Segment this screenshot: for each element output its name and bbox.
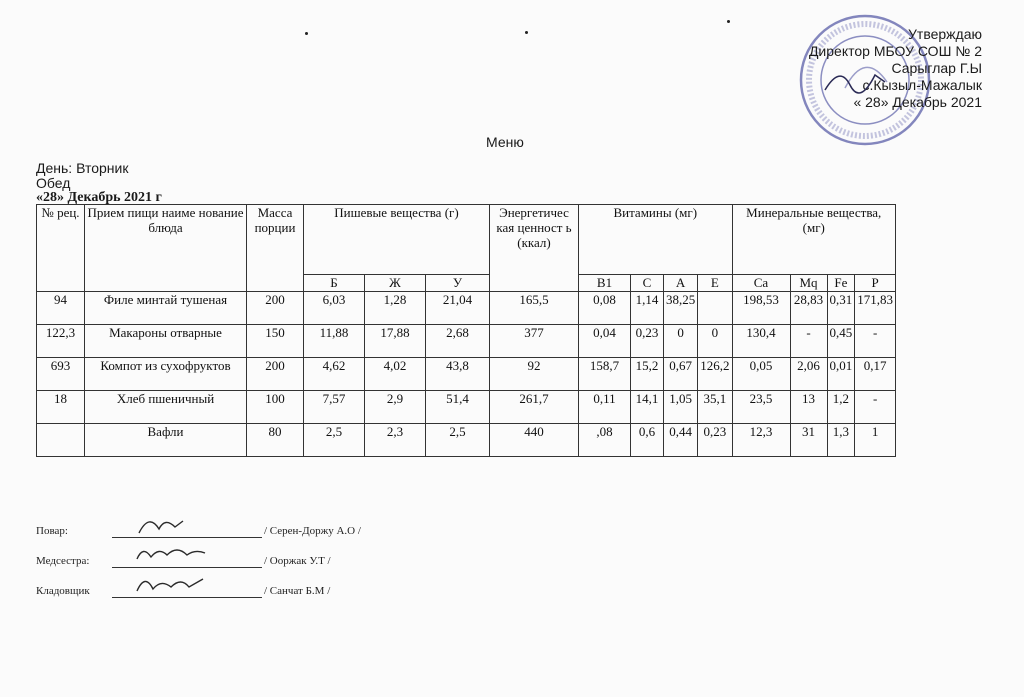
approval-line: Директор МБОУ СОШ № 2 [808, 43, 982, 59]
subheader-p: Р [855, 275, 896, 292]
col-header-energy: Энергетичес кая ценност ь (ккал) [490, 205, 579, 292]
subheader-b: Б [304, 275, 365, 292]
cell-a: 0,67 [664, 358, 698, 391]
signature-name: / Ооржак У.Т / [264, 555, 331, 567]
cell-rec [37, 424, 85, 457]
cell-energy: 377 [490, 325, 579, 358]
cell-mass: 200 [247, 358, 304, 391]
scan-speck [727, 20, 730, 23]
cell-b: 6,03 [304, 292, 365, 325]
cell-u: 21,04 [426, 292, 490, 325]
cell-fe: 0,31 [827, 292, 855, 325]
cell-mg: 13 [790, 391, 827, 424]
col-header-rec: № рец. [37, 205, 85, 292]
approval-line: Утверждаю [908, 26, 982, 42]
subheader-e: Е [698, 275, 732, 292]
cell-p: 171,83 [855, 292, 896, 325]
subheader-c: С [631, 275, 664, 292]
cell-e: 0 [698, 325, 732, 358]
cell-zh: 4,02 [365, 358, 426, 391]
cell-a: 0,44 [664, 424, 698, 457]
col-header-nutrients: Пишевые вещества (г) [304, 205, 490, 275]
col-header-dish: Прием пищи наиме нование блюда [85, 205, 247, 292]
table-header-row [37, 205, 896, 275]
cell-zh: 17,88 [365, 325, 426, 358]
cell-p: - [855, 325, 896, 358]
cell-e: 0,23 [698, 424, 732, 457]
cell-ca: 23,5 [732, 391, 790, 424]
subheader-fe: Fe [827, 275, 855, 292]
cell-u: 51,4 [426, 391, 490, 424]
cell-mg: 28,83 [790, 292, 827, 325]
cell-mass: 200 [247, 292, 304, 325]
signature-role: Медсестра: [36, 555, 90, 567]
table-row [37, 424, 896, 457]
signature-name: / Серен-Доржу А.О / [264, 525, 361, 537]
cell-fe: 0,01 [827, 358, 855, 391]
cell-e: 35,1 [698, 391, 732, 424]
document-title: Меню [486, 134, 524, 150]
cell-e: 126,2 [698, 358, 732, 391]
cell-energy: 261,7 [490, 391, 579, 424]
handwritten-signature [131, 571, 211, 599]
table-row [37, 391, 896, 424]
cell-c: 0,23 [631, 325, 664, 358]
cell-c: 14,1 [631, 391, 664, 424]
cell-b: 7,57 [304, 391, 365, 424]
cell-mass: 100 [247, 391, 304, 424]
cell-u: 2,68 [426, 325, 490, 358]
cell-fe: 0,45 [827, 325, 855, 358]
date-label: «28» Декабрь 2021 г [36, 190, 162, 205]
cell-b1: 0,04 [579, 325, 631, 358]
cell-mg: 31 [790, 424, 827, 457]
cell-b: 2,5 [304, 424, 365, 457]
cell-a: 38,25 [664, 292, 698, 325]
cell-mass: 80 [247, 424, 304, 457]
cell-p: 1 [855, 424, 896, 457]
cell-b1: 0,08 [579, 292, 631, 325]
cell-rec: 122,3 [37, 325, 85, 358]
director-signature [820, 60, 890, 100]
cell-ca: 130,4 [732, 325, 790, 358]
col-header-minerals: Минеральные вещества, (мг) [732, 205, 896, 275]
cell-dish: Вафли [85, 424, 247, 457]
cell-ca: 0,05 [732, 358, 790, 391]
cell-dish: Макароны отварные [85, 325, 247, 358]
cell-dish: Компот из сухофруктов [85, 358, 247, 391]
cell-mass: 150 [247, 325, 304, 358]
signature-name: / Санчат Б.М / [264, 585, 331, 597]
cell-b: 4,62 [304, 358, 365, 391]
subheader-ca: Са [732, 275, 790, 292]
cell-dish: Хлеб пшеничный [85, 391, 247, 424]
cell-dish: Филе минтай тушеная [85, 292, 247, 325]
table-row [37, 292, 896, 325]
cell-zh: 2,9 [365, 391, 426, 424]
cell-p: - [855, 391, 896, 424]
cell-b1: 0,11 [579, 391, 631, 424]
cell-u: 2,5 [426, 424, 490, 457]
col-header-mass: Масса порции [247, 205, 304, 292]
cell-c: 1,14 [631, 292, 664, 325]
signature-role: Кладовщик [36, 585, 90, 597]
scan-speck [525, 31, 528, 34]
cell-p: 0,17 [855, 358, 896, 391]
subheader-a: А [664, 275, 698, 292]
signature-role: Повар: [36, 525, 68, 537]
table-row [37, 358, 896, 391]
handwritten-signature [131, 541, 211, 569]
cell-b1: ,08 [579, 424, 631, 457]
cell-a: 0 [664, 325, 698, 358]
cell-ca: 198,53 [732, 292, 790, 325]
cell-fe: 1,3 [827, 424, 855, 457]
approval-line: « 28» Декабрь 2021 [853, 94, 982, 110]
cell-rec: 94 [37, 292, 85, 325]
cell-c: 0,6 [631, 424, 664, 457]
cell-energy: 440 [490, 424, 579, 457]
cell-energy: 92 [490, 358, 579, 391]
cell-b1: 158,7 [579, 358, 631, 391]
cell-zh: 2,3 [365, 424, 426, 457]
table-row [37, 325, 896, 358]
cell-mg: 2,06 [790, 358, 827, 391]
approval-line: с.Кызыл-Мажалык [862, 77, 982, 93]
cell-ca: 12,3 [732, 424, 790, 457]
cell-fe: 1,2 [827, 391, 855, 424]
cell-rec: 693 [37, 358, 85, 391]
subheader-u: У [426, 275, 490, 292]
cell-b: 11,88 [304, 325, 365, 358]
scan-speck [305, 32, 308, 35]
subheader-mg: Мq [790, 275, 827, 292]
cell-zh: 1,28 [365, 292, 426, 325]
cell-c: 15,2 [631, 358, 664, 391]
menu-table [36, 204, 896, 457]
cell-a: 1,05 [664, 391, 698, 424]
cell-mg: - [790, 325, 827, 358]
cell-rec: 18 [37, 391, 85, 424]
cell-u: 43,8 [426, 358, 490, 391]
approval-line: Сарыглар Г.Ы [891, 60, 982, 76]
subheader-zh: Ж [365, 275, 426, 292]
handwritten-signature [131, 511, 191, 539]
meal-label: Обед [36, 175, 71, 191]
day-label: День: Вторник [36, 160, 129, 176]
cell-energy: 165,5 [490, 292, 579, 325]
col-header-vitamins: Витамины (мг) [579, 205, 733, 275]
subheader-b1: В1 [579, 275, 631, 292]
cell-e [698, 292, 732, 325]
